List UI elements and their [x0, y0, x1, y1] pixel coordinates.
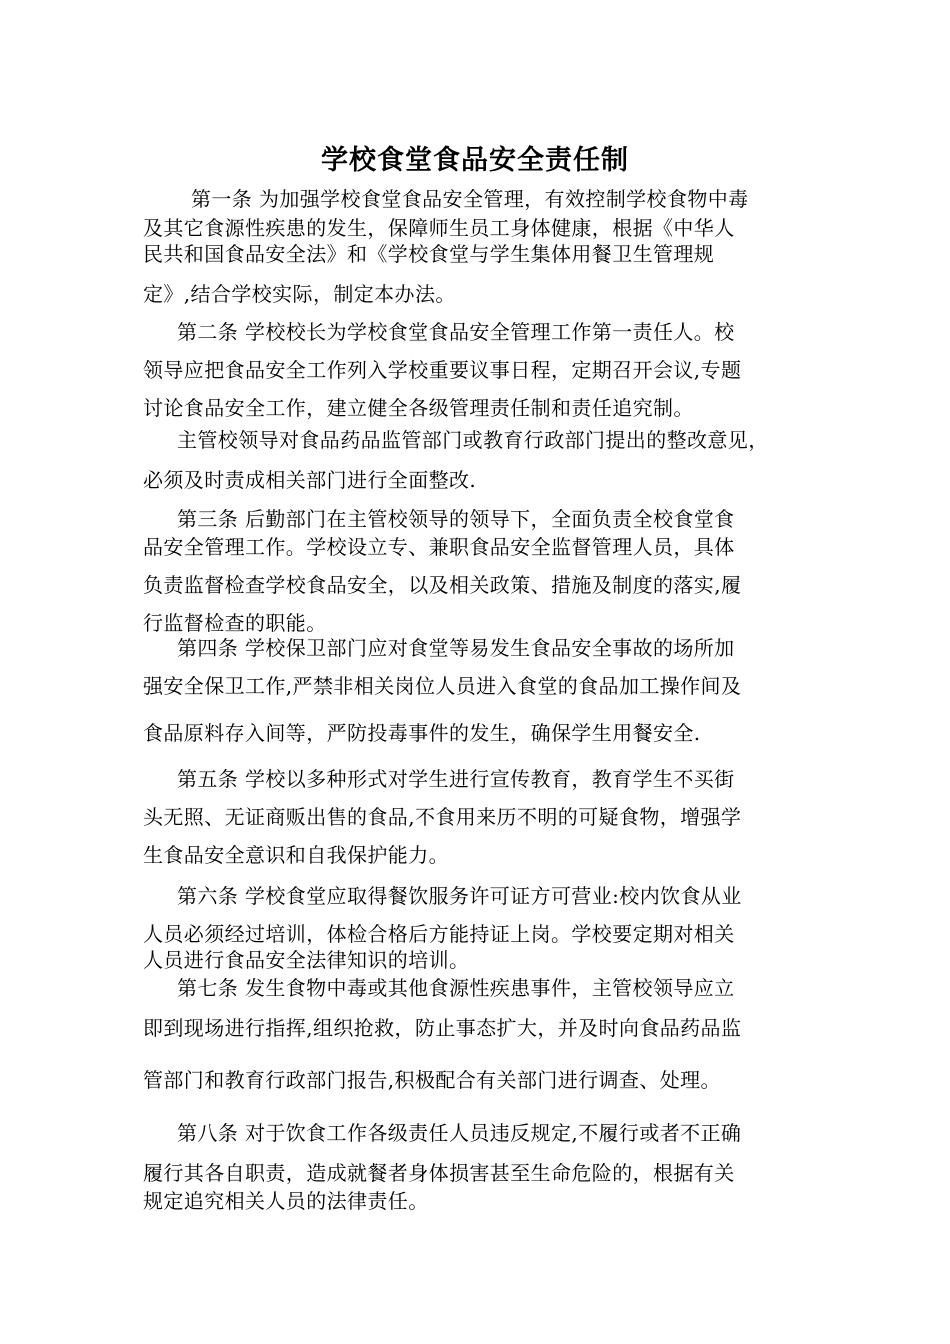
article-line: 定》,结合学校实际，制定本办法。 [143, 282, 456, 306]
article-line: 必须及时责成相关部门进行全面整改. [143, 468, 477, 492]
article-line: 品安全管理工作。学校设立专、兼职食品安全监督管理人员，具体 [143, 535, 735, 559]
article-line: 即到现场进行指挥,组织抢救，防止事态扩大，并及时向食品药品监 [143, 1016, 742, 1040]
article-line: 及其它食源性疾患的发生，保障师生员工身体健康，根据《中华人 [143, 216, 735, 240]
article-line: 第三条 后勤部门在主管校领导的领导下，全面负责全校食堂食 [177, 507, 735, 531]
article-line: 头无照、无证商贩出售的食品,不食用来历不明的可疑食物，增强学 [143, 805, 742, 829]
article-line: 第八条 对于饮食工作各级责任人员违反规定,不履行或者不正确 [177, 1121, 742, 1145]
article-line: 食品原料存入间等，严防投毒事件的发生，确保学生用餐安全. [143, 721, 701, 745]
article-line: 讨论食品安全工作，建立健全各级管理责任制和责任追究制。 [143, 396, 694, 420]
article-line: 负责监督检查学校食品安全，以及相关政策、措施及制度的落实,履 [143, 573, 742, 597]
article-line: 生食品安全意识和自我保护能力。 [143, 843, 449, 867]
article-line: 强安全保卫工作,严禁非相关岗位人员进入食堂的食品加工操作间及 [143, 674, 742, 698]
article-4 [143, 632, 811, 746]
document-title: 学校食堂食品安全责任制 [321, 145, 629, 176]
article-line: 第五条 学校以多种形式对学生进行宣传教育，教育学生不买街 [177, 767, 735, 791]
article-line: 行监督检查的职能。 [143, 611, 327, 635]
article-line: 民共和国食品安全法》和《学校食堂与学生集体用餐卫生管理规 [143, 242, 715, 266]
article-3 [143, 503, 811, 636]
article-2-continuation [143, 424, 811, 493]
article-5 [143, 763, 811, 868]
article-line: 第二条 学校校长为学校食堂食品安全管理工作第一责任人。校 [177, 320, 735, 344]
article-line: 人员必须经过培训，体检合格后方能持证上岗。学校要定期对相关 [143, 922, 735, 946]
article-line: 领导应把食品安全工作列入学校重要议事日程，定期召开会议,专题 [143, 358, 742, 382]
article-2 [143, 316, 811, 421]
article-8 [143, 1117, 811, 1214]
article-line: 第四条 学校保卫部门应对食堂等易发生食品安全事故的场所加 [177, 636, 735, 660]
article-line: 履行其各自职责，造成就餐者身体损害甚至生命危险的，根据有关 [143, 1161, 735, 1185]
article-line: 人员进行食品安全法律知识的培训。 [143, 948, 470, 972]
article-line: 第六条 学校食堂应取得餐饮服务许可证方可营业:校内饮食从业 [177, 884, 742, 908]
article-line: 规定追究相关人员的法律责任。 [143, 1189, 429, 1213]
article-6 [143, 880, 811, 973]
article-7 [143, 972, 811, 1093]
article-1 [143, 183, 811, 307]
article-line: 第一条 为加强学校食堂食品安全管理，有效控制学校食物中毒 [191, 187, 749, 211]
article-line: 第七条 发生食物中毒或其他食源性疾患事件，主管校领导应立 [177, 976, 735, 1000]
article-line: 主管校领导对食品药品监管部门或教育行政部门提出的整改意见， [177, 428, 769, 452]
article-line: 管部门和教育行政部门报告,积极配合有关部门进行调查、处理。 [143, 1068, 721, 1092]
